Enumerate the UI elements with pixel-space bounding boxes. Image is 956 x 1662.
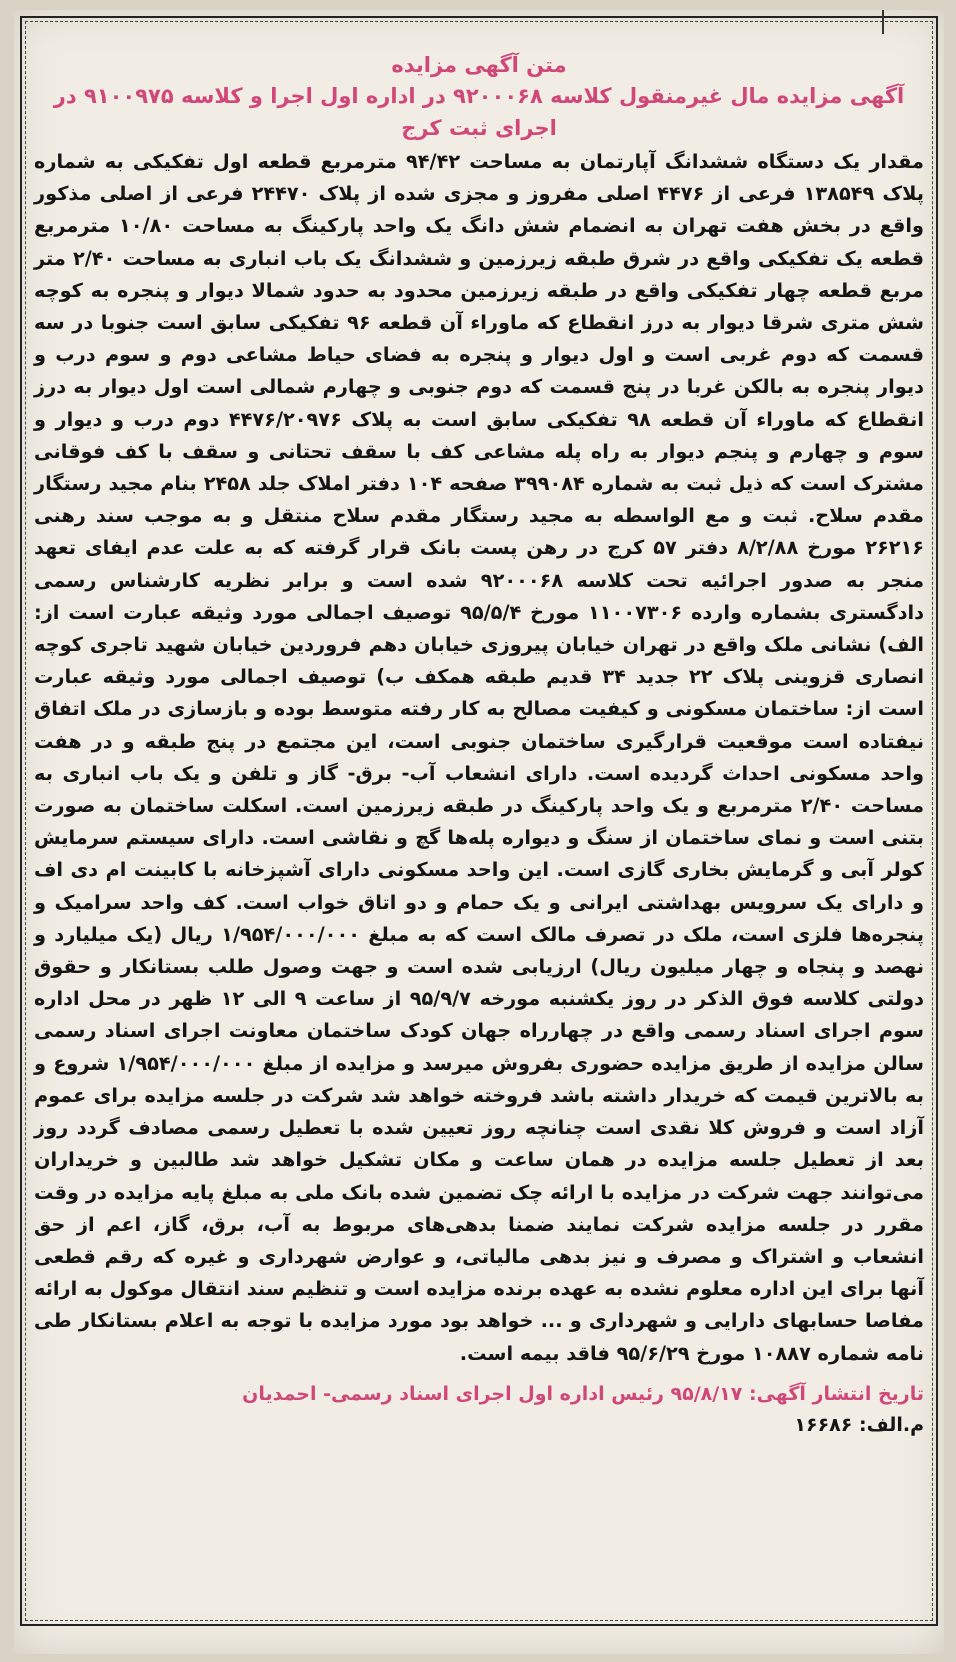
notice-header bbox=[34, 50, 924, 144]
newspaper-clipping bbox=[14, 10, 944, 1654]
notice-title: آگهی مزایده مال غیرمنقول کلاسه ۹۲۰۰۰۶۸ در اداره اول اجرا و کلاسه ۹۱۰۰۹۷۵ در اجرای ثبت کرج bbox=[53, 84, 905, 140]
notice-body: مقدار یک دستگاه ششدانگ آپارتمان به مساحت ۹۴/۴۲ مترمربع قطعه اول تفکیکی به شماره پلاک ۱۳۸۵۴۹ فرعی از ۴۴۷۶ اصلی مفروز و مجزی شده از پلاک ۲۴۴۷۰ فرعی از اصلی مذکور واقع در بخش هفت تهران به انضمام شش دانگ یک واحد پارکینگ به مساحت ۱۰/۸۰ مترمربع قطعه یک تفکیکی واقع در شرق طبقه زیرزمین و ششدانگ یک باب انباری به مساحت ۲/۴۰ متر مربع قطعه چهار تفکیکی واقع در طبقه زیرزمین محدود به حدود شمالا دیوار و پنجره به کوچه شش متری شرقا دیوار به درز انقطاع که ماوراء آن قطعه ۹۶ تفکیکی سابق است جنوبا در سه قسمت که دوم غربی است و اول دیوار و پنجره به فضای حیاط مشاعی دوم و سوم درب و دیوار پنجره به بالکن غربا در پنج قسمت که دوم جنوبی و چهارم شمالی است اول دیوار به درز انقطاع که ماوراء آن قطعه ۹۸ تفکیکی سابق است به پلاک ۴۴۷۶/۲۰۹۷۶ دوم درب و دیوار و سوم و چهارم و پنجم دیوار به راه پله مشاعی کف با سقف تحتانی و سقف با کف فوقانی مشترک است که ذیل ثبت به شماره ۳۹۹۰۸۴ صفحه ۱۰۴ دفتر املاک جلد ۲۴۵۸ بنام مجید رستگار مقدم سلاح. ثبت و مع الواسطه به مجید رستگار مقدم سلاح منتقل و به موجب سند رهنی ۲۶۲۱۶ مورخ ۸/۲/۸۸ دفتر ۵۷ کرج در رهن پست بانک قرار گرفته که به علت عدم ایفای تعهد منجر به صدور اجرائیه تحت کلاسه ۹۲۰۰۰۶۸ شده است و برابر نظریه کارشناس رسمی دادگستری بشماره وارده ۱۱۰۰۷۳۰۶ مورخ ۹۵/۵/۴ توصیف اجمالی مورد وثیقه عبارت است از: الف) نشانی ملک واقع در تهران خیابان پیروزی خیابان دهم فروردین خیابان شهید تاجری کوچه انصاری قزوینی پلاک ۲۲ جدید ۳۴ قدیم طبقه همکف ب) توصیف اجمالی مورد وثیقه عبارت است از: ساختمان مسکونی و کیفیت مصالح به کار رفته متوسط بوده و بازسازی در ملک اتفاق نیفتاده است موقعیت قرارگیری ساختمان جنوبی است، این مجتمع در پنج طبقه و در هفت واحد مسکونی احداث گردیده است. دارای انشعاب آب- برق- گاز و تلفن و یک باب انباری به مساحت ۲/۴۰ مترمربع و یک واحد پارکینگ در طبقه زیرزمین است. اسکلت ساختمان به صورت بتنی است و نمای ساختمان از سنگ و دیواره پله‌ها گچ و نقاشی است. دارای سیستم سرمایش کولر آبی و گرمایش بخاری گازی است. این واحد مسکونی دارای آشپزخانه با کابینت ام دی اف و دارای یک سرویس بهداشتی ایرانی و یک حمام و دو اتاق خواب است. کف واحد سرامیک و پنجره‌ها فلزی است، ملک در تصرف مالک است که به مبلغ ۱/۹۵۴/۰۰۰/۰۰۰ ریال (یک میلیارد و نهصد و پنجاه و چهار میلیون ریال) ارزیابی شده است و جهت وصول طلب بستانکار و حقوق دولتی کلاسه فوق الذکر در روز یکشنبه مورخه ۹۵/۹/۷ از ساعت ۹ الی ۱۲ ظهر در محل اداره سوم اجرای اسناد رسمی واقع در چهارراه جهان کودک ساختمان معاونت اجرای اسناد رسمی سالن مزایده از طریق مزایده حضوری بفروش میرسد و مزایده از مبلغ ۱/۹۵۴/۰۰۰/۰۰۰ شروع و به بالاترین قیمت که خریدار داشته باشد فروخته خواهد شد شرکت در جلسه مزایده برای عموم آزاد است و فروش کلا نقدی است چنانچه روز تعیین شده با تعطیل رسمی مصادف گردد روز بعد از تعطیل جلسه مزایده در همان ساعت و مکان تشکیل خواهد شد طالبین و خریداران می‌توانند جهت شرکت در مزایده با ارائه چک تضمین شده بانک ملی به مبلغ پایه مزایده در وقت مقرر در جلسه مزایده شرکت نمایند ضمنا بدهی‌های مربوط به آب، برق، گاز، اعم از حق انشعاب و اشتراک و مصرف و نیز بدهی مالیاتی، و عوارض شهرداری و غیره که رقم قطعی آنها برای این اداره معلوم نشده به عهده برنده مزایده است و تنظیم سند انتقال موکول به ارائه مفاصا حسابهای دارایی و شهرداری و ... خواهد بود مورد مزایده با توجه به اعلام بستانکار طی نامه شماره ۱۰۸۸۷ مورخ ۹۵/۶/۲۹ فاقد بیمه است. bbox=[34, 150, 925, 1365]
notice-signature: تاریخ انتشار آگهی: ۹۵/۸/۱۷ رئیس اداره اول اجرای اسناد رسمی- احمدیان bbox=[242, 1382, 924, 1405]
auction-notice bbox=[34, 50, 924, 1640]
notice-code: م.الف: ۱۶۶۸۶ bbox=[794, 1413, 924, 1436]
corner-fold-mark bbox=[882, 10, 924, 34]
notice-label: متن آگهی مزایده bbox=[391, 53, 567, 77]
